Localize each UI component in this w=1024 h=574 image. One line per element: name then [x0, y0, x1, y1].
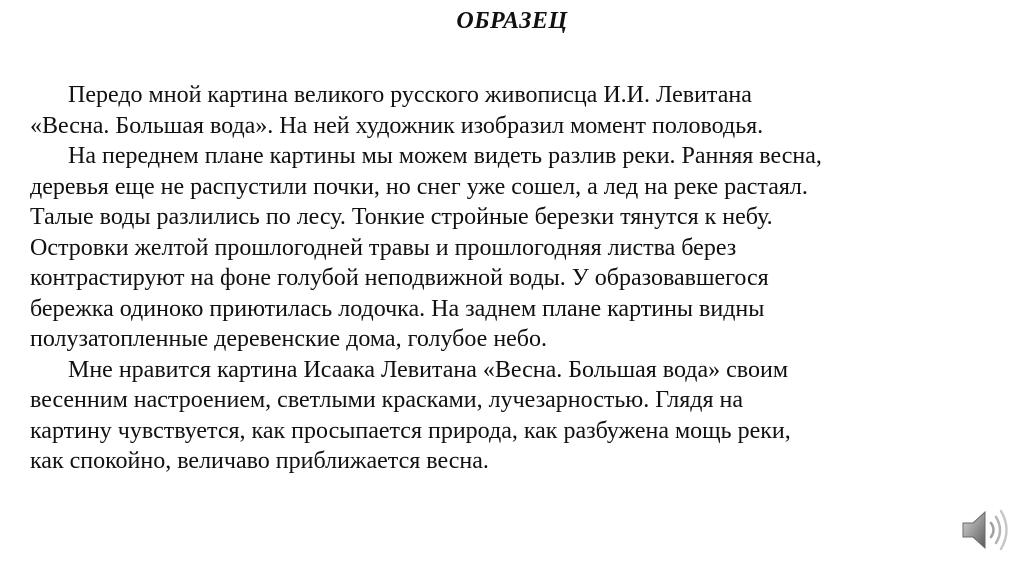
- text-line: картину чувствуется, как просыпается природа, как разбужена мощь реки,: [30, 417, 791, 444]
- speaker-icon-graphic: [955, 505, 1015, 555]
- page-title: ОБРАЗЕЦ: [456, 8, 568, 34]
- essay-text: [30, 80, 1000, 477]
- text-line: «Весна. Большая вода». На ней художник изобразил момент половодья.: [30, 112, 764, 139]
- text-line: полузатопленные деревенские дома, голубое небо.: [30, 326, 548, 352]
- text-line: деревья еще не распустили почки, но снег уже сошел, а лед на реке растаял.: [30, 173, 808, 200]
- text-line: На переднем плане картины мы можем видеть разлив реки. Ранняя весна,: [68, 143, 822, 169]
- text-line: контрастируют на фоне голубой неподвижной воды. У образовавшегося: [30, 265, 769, 291]
- text-line: Мне нравится картина Исаака Левитана «Весна. Большая вода» своим: [68, 356, 788, 383]
- text-line: как спокойно, величаво приближается весна.: [30, 448, 489, 474]
- text-line: весенним настроением, светлыми красками, лучезарностью. Глядя на: [30, 387, 744, 413]
- text-line: Островки желтой прошлогодней травы и прошлогодняя листва берез: [30, 234, 737, 261]
- text-line: Передо мной картина великого русского живописца И.И. Левитана: [68, 82, 752, 108]
- speaker-icon[interactable]: [955, 505, 1015, 555]
- text-line: бережка одиноко приютилась лодочка. На заднем плане картины видны: [30, 295, 765, 322]
- text-line: Талые воды разлились по лесу. Тонкие стройные березки тянутся к небу.: [30, 204, 773, 230]
